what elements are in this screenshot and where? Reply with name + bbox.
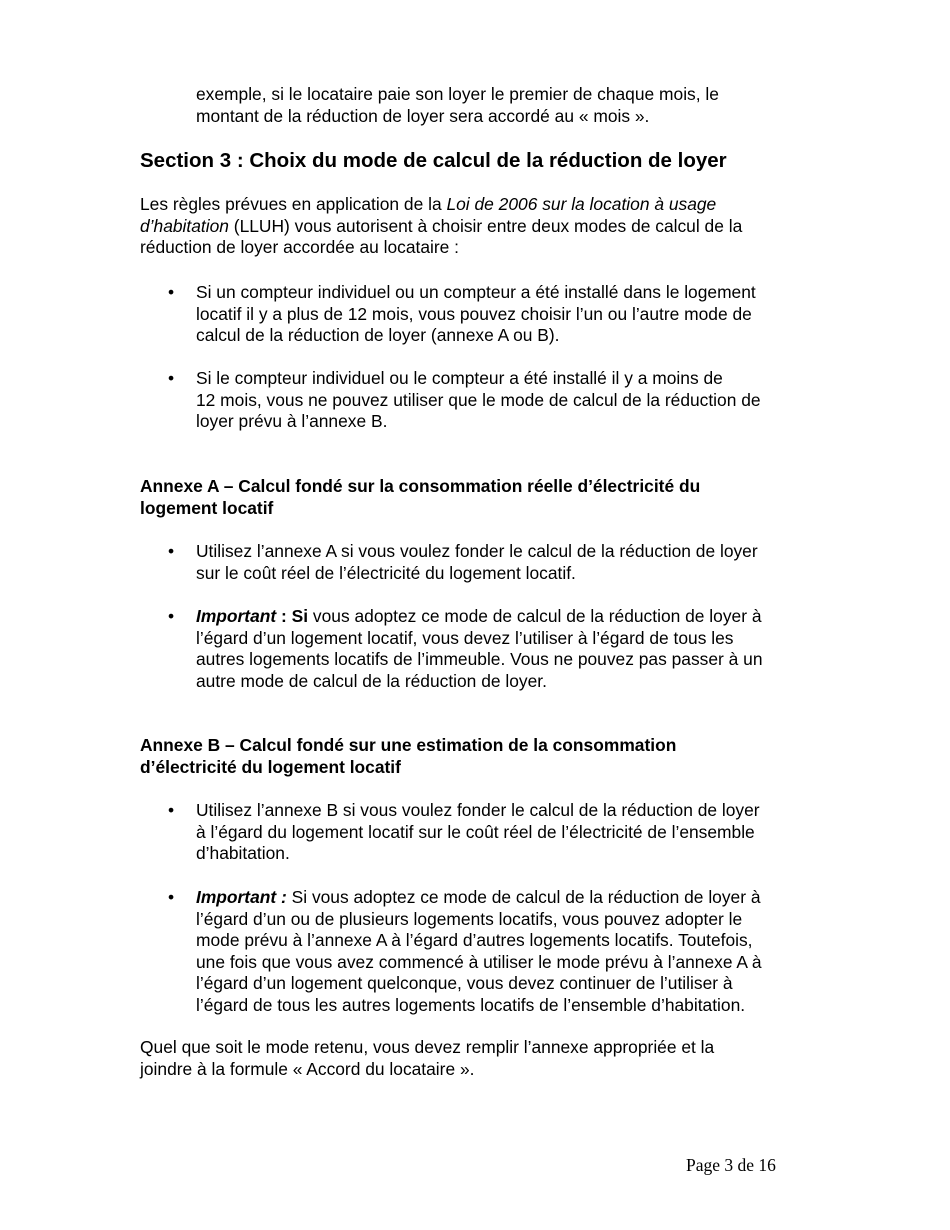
bullet-icon: •	[168, 541, 175, 561]
list-item-line: d’habitation.	[196, 843, 290, 863]
list-item-line: calcul de la réduction de loyer (annexe A ou B).	[196, 325, 560, 345]
heading-line: d’électricité du logement locatif	[140, 756, 401, 777]
list-item-line: l’égard d’un logement locatif, vous devez l’utiliser à l’égard de tous les	[196, 627, 734, 648]
list-item-text-rest: Si vous adoptez ce mode de calcul de la réduction de loyer à	[286, 887, 761, 907]
bullet-icon: •	[168, 282, 175, 302]
heading-line: Annexe B – Calcul fondé sur une estimation de la consommation	[140, 735, 677, 755]
law-title-italic: Loi de 2006 sur la location à usage	[446, 194, 717, 214]
intro-line: montant de la réduction de loyer sera accordé au « mois ».	[196, 105, 650, 126]
list-item-line: autres logements locatifs de l’immeuble. Vous ne pouvez pas passer à un	[196, 649, 763, 669]
important-label: Important :	[196, 887, 287, 907]
list-item-line: Utilisez l’annexe A si vous voulez fonder le calcul de la réduction de loyer	[196, 541, 758, 561]
list-item-line: l’égard d’un ou de plusieurs logements locatifs, vous pouvez adopter le	[196, 908, 743, 929]
list-item-line: Si le compteur individuel ou le compteur a été installé il y a moins de	[196, 368, 723, 388]
list-item-line	[196, 887, 818, 909]
paragraph-line	[140, 194, 820, 216]
heading-line: Annexe A – Calcul fondé sur la consommation réelle d’électricité du	[140, 476, 701, 496]
bullet-icon: •	[168, 887, 175, 907]
list-item-line: locatif il y a plus de 12 mois, vous pouvez choisir l’un ou l’autre mode de	[196, 303, 752, 324]
page-number: Page 3 de 16	[686, 1155, 776, 1175]
list-item-line: mode prévu à l’annexe A à l’égard d’autres logements locatifs. Toutefois,	[196, 930, 753, 950]
list-item-line: l’égard d’un logement quelconque, vous devez continuer de l’utiliser à	[196, 973, 733, 993]
list-item-text	[196, 282, 818, 347]
intro-line: exemple, si le locataire paie son loyer le premier de chaque mois, le	[196, 84, 719, 104]
annexe-a-heading	[140, 476, 820, 519]
list-item-text-rest: vous adoptez ce mode de calcul de la réduction de loyer à	[308, 606, 762, 626]
bullet-icon: •	[168, 368, 175, 388]
paragraph-text: (LLUH) vous autorisent à choisir entre deux modes de calcul de la	[228, 215, 743, 236]
list-item-line: une fois que vous avez commencé à utiliser le mode prévu à l’annexe A à	[196, 951, 762, 972]
paragraph-line: joindre à la formule « Accord du locataire ».	[140, 1058, 475, 1079]
section-paragraph	[140, 194, 820, 259]
list-item-text	[196, 606, 818, 692]
paragraph-line: réduction de loyer accordée au locataire :	[140, 237, 460, 257]
list-item-line: Utilisez l’annexe B si vous voulez fonder le calcul de la réduction de loyer	[196, 800, 760, 820]
paragraph-line	[140, 216, 820, 238]
section-title: Section 3 : Choix du mode de calcul de la réduction de loyer	[140, 149, 727, 172]
intro-continuation	[196, 84, 816, 127]
list-item-line: sur le coût réel de l’électricité du logement locatif.	[196, 562, 576, 583]
important-colon: :	[276, 606, 292, 626]
paragraph-text: Les règles prévues en application de la	[140, 194, 447, 214]
list-item-line: Si un compteur individuel ou un compteur a été installé dans le logement	[196, 282, 756, 302]
list-item-line: 12 mois, vous ne pouvez utiliser que le mode de calcul de la réduction de	[196, 389, 761, 410]
list-item-text	[196, 800, 818, 865]
annexe-b-heading	[140, 735, 820, 778]
list-item-line: l’égard de tous les autres logements locatifs de l’ensemble d’habitation.	[196, 994, 746, 1015]
list-item-line: à l’égard du logement locatif sur le coût réel de l’électricité de l’ensemble	[196, 821, 755, 842]
paragraph-line: Quel que soit le mode retenu, vous devez remplir l’annexe appropriée et la	[140, 1037, 715, 1057]
heading-line: logement locatif	[140, 497, 274, 518]
list-item-text	[196, 368, 818, 433]
closing-paragraph	[140, 1037, 820, 1080]
bullet-icon: •	[168, 800, 175, 820]
important-label: Important	[196, 606, 277, 626]
list-item-text	[196, 541, 818, 584]
bullet-icon: •	[168, 606, 175, 626]
list-item-line	[196, 606, 818, 628]
list-item-line: loyer prévu à l’annexe B.	[196, 411, 388, 431]
law-title-italic: d’habitation	[140, 215, 229, 236]
list-item-line: autre mode de calcul de la réduction de loyer.	[196, 670, 547, 691]
list-item-text	[196, 887, 818, 1016]
si-bold: Si	[291, 606, 309, 626]
